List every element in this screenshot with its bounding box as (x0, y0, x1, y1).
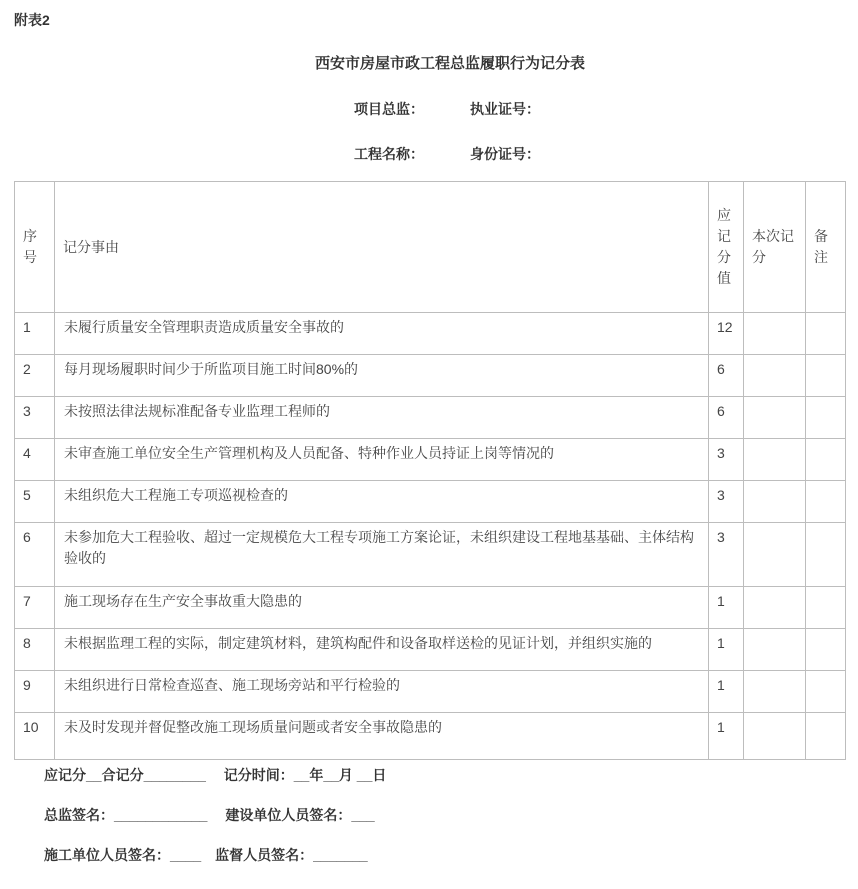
row-number: 3 (15, 397, 55, 439)
row-score-value: 3 (709, 523, 744, 587)
row-score-value: 12 (709, 313, 744, 355)
row-remark (806, 439, 846, 481)
table-row (15, 587, 846, 629)
footer-signature-line-2: 施工单位人员签名：____ 监督人员签名：_______ (44, 847, 368, 863)
col-header-score-value: 应记 分值 (709, 182, 744, 313)
row-reason: 未及时发现并督促整改施工现场质量问题或者安全事故隐患的 (55, 713, 709, 760)
row-number: 9 (15, 671, 55, 713)
row-current-score (744, 355, 806, 397)
col-header-reason: 记分事由 (55, 182, 709, 313)
footer (44, 765, 858, 865)
field-label-license-no: 执业证号： (470, 101, 540, 117)
table-row (15, 629, 846, 671)
row-number: 6 (15, 523, 55, 587)
field-label-project-chief: 项目总监： (354, 101, 424, 117)
col-header-remark: 备注 (806, 182, 846, 313)
row-remark (806, 713, 846, 760)
table-row (15, 523, 846, 587)
row-remark (806, 313, 846, 355)
row-reason: 未履行质量安全管理职责造成质量安全事故的 (55, 313, 709, 355)
row-number: 8 (15, 629, 55, 671)
row-score-value: 6 (709, 397, 744, 439)
row-remark (806, 355, 846, 397)
col-header-current-score: 本次记分 (744, 182, 806, 313)
table-row (15, 713, 846, 760)
row-remark (806, 671, 846, 713)
row-number: 4 (15, 439, 55, 481)
field-label-id-no: 身份证号： (470, 146, 540, 162)
table-header-row (15, 182, 846, 313)
row-number: 1 (15, 313, 55, 355)
field-label-project-name: 工程名称： (354, 146, 424, 162)
row-current-score (744, 313, 806, 355)
footer-signature-line-1: 总监签名：____________ 建设单位人员签名：___ (44, 807, 375, 823)
row-current-score (744, 671, 806, 713)
row-score-value: 3 (709, 481, 744, 523)
row-current-score (744, 481, 806, 523)
row-remark (806, 587, 846, 629)
row-current-score (744, 587, 806, 629)
row-remark (806, 397, 846, 439)
row-reason: 未根据监理工程的实际，制定建筑材料，建筑构配件和设备取样送检的见证计划，并组织实施的 (55, 629, 709, 671)
row-current-score (744, 397, 806, 439)
attachment-label: 附表2 (14, 12, 50, 28)
scoring-table (14, 181, 846, 760)
row-reason: 未参加危大工程验收、超过一定规模危大工程专项施工方案论证，未组织建设工程地基基础、主体结构验收的 (55, 523, 709, 587)
row-score-value: 1 (709, 671, 744, 713)
row-score-value: 1 (709, 587, 744, 629)
table-row (15, 439, 846, 481)
row-current-score (744, 523, 806, 587)
row-reason: 未审查施工单位安全生产管理机构及人员配备、特种作业人员持证上岗等情况的 (55, 439, 709, 481)
row-number: 7 (15, 587, 55, 629)
row-remark (806, 629, 846, 671)
table-row (15, 671, 846, 713)
info-line-1 (0, 101, 858, 117)
row-number: 2 (15, 355, 55, 397)
row-current-score (744, 713, 806, 760)
row-remark (806, 523, 846, 587)
row-current-score (744, 439, 806, 481)
row-score-value: 1 (709, 629, 744, 671)
row-reason: 施工现场存在生产安全事故重大隐患的 (55, 587, 709, 629)
table-row (15, 355, 846, 397)
footer-score-line: 应记分__合记分________ 记分时间：__年__月 __日 (44, 767, 387, 783)
table-row (15, 481, 846, 523)
row-number: 10 (15, 713, 55, 760)
col-header-no: 序号 (15, 182, 55, 313)
table-row (15, 313, 846, 355)
info-line-2 (0, 146, 858, 162)
page-title: 西安市房屋市政工程总监履职行为记分表 (314, 55, 585, 72)
row-reason: 每月现场履职时间少于所监项目施工时间80%的 (55, 355, 709, 397)
row-score-value: 3 (709, 439, 744, 481)
row-score-value: 6 (709, 355, 744, 397)
row-remark (806, 481, 846, 523)
row-reason: 未组织危大工程施工专项巡视检查的 (55, 481, 709, 523)
row-reason: 未组织进行日常检查巡查、施工现场旁站和平行检验的 (55, 671, 709, 713)
row-current-score (744, 629, 806, 671)
row-score-value: 1 (709, 713, 744, 760)
row-number: 5 (15, 481, 55, 523)
row-reason: 未按照法律法规标准配备专业监理工程师的 (55, 397, 709, 439)
table-row (15, 397, 846, 439)
